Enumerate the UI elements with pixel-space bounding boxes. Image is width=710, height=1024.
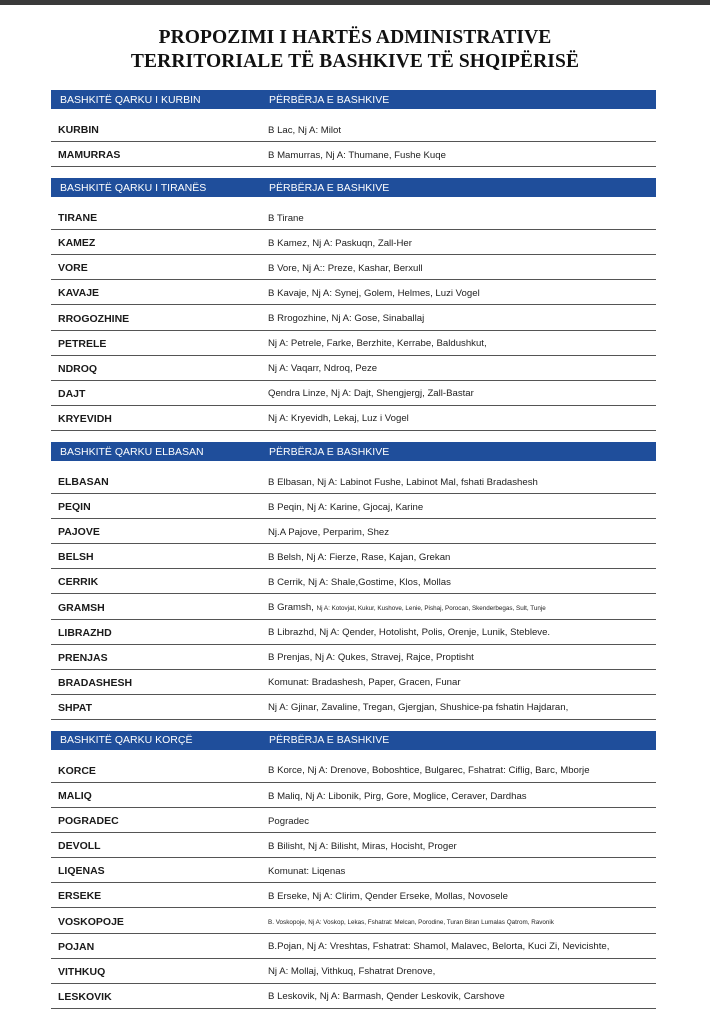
- composition-text: B.Pojan, Nj A: Vreshtas, Fshatrat: Shamol, Malavec, Belorta, Kuci Zi, Nevicishte,: [268, 941, 610, 953]
- composition-text: Nj.A Pajove, Perparim, Shez: [268, 526, 390, 538]
- municipalities-table: [51, 90, 656, 1011]
- municipality-name: CERRIK: [58, 576, 99, 589]
- section-header: [51, 731, 656, 750]
- composition-text: B Kavaje, Nj A: Synej, Golem, Helmes, Luzi Vogel: [268, 287, 480, 299]
- table-row: [51, 144, 656, 167]
- municipality-name: PEQIN: [58, 501, 91, 514]
- municipality-composition: [261, 552, 450, 563]
- municipality-name: BRADASHESH: [58, 676, 133, 689]
- composition-text: Nj A: Petrele, Farke, Berzhite, Kerrabe, Baldushkut,: [268, 338, 487, 350]
- municipality-composition: [261, 916, 554, 927]
- table-row: [51, 597, 656, 620]
- municipality-composition: [261, 602, 546, 613]
- municipality-composition: [261, 150, 446, 161]
- composition-text: B Maliq, Nj A: Libonik, Pirg, Gore, Moglice, Ceraver, Dardhas: [268, 790, 527, 802]
- municipality-composition: [261, 338, 487, 349]
- municipality-composition: [261, 238, 412, 249]
- composition-text: B Leskovik, Nj A: Barmash, Qender Leskovik, Carshove: [268, 991, 505, 1003]
- municipality-name: LIBRAZHD: [58, 626, 112, 639]
- table-row: [51, 308, 656, 331]
- title-line-2: TERRITORIALE TË BASHKIVE TË SHQIPËRISË: [130, 51, 580, 72]
- table-row: [51, 697, 656, 720]
- municipality-name: MAMURRAS: [58, 149, 121, 162]
- table-row: [51, 961, 656, 984]
- table-row: [51, 282, 656, 305]
- municipality-composition: [261, 765, 590, 776]
- composition-text: Nj A: Mollaj, Vithkuq, Fshatrat Drenove,: [268, 966, 436, 978]
- municipality-composition: [261, 652, 474, 663]
- composition-text: Nj A: Vaqarr, Ndroq, Peze: [268, 363, 378, 375]
- municipality-name: ERSEKE: [58, 890, 102, 903]
- section: [51, 178, 656, 431]
- table-row: [51, 785, 656, 808]
- municipality-name: VORE: [58, 262, 88, 275]
- section-title: BASHKITË QARKU KORÇË: [60, 734, 193, 747]
- municipality-composition: [261, 891, 508, 902]
- municipality-name: PRENJAS: [58, 651, 108, 664]
- section-title: BASHKITË QARKU I KURBIN: [60, 93, 201, 106]
- municipality-name: POGRADEC: [58, 815, 119, 828]
- composition-text: B Bilisht, Nj A: Bilisht, Miras, Hocisht, Proger: [268, 840, 457, 852]
- municipality-composition: [261, 991, 505, 1002]
- municipality-composition: [261, 363, 377, 374]
- composition-text: B Librazhd, Nj A: Qender, Hotolisht, Polis, Orenje, Lunik, Stebleve.: [268, 627, 551, 639]
- municipality-composition: [261, 941, 609, 952]
- section-header: [51, 90, 656, 109]
- municipality-composition: [261, 125, 341, 136]
- composition-text: B Erseke, Nj A: Clirim, Qender Erseke, Mollas, Novosele: [268, 890, 508, 902]
- table-row: [51, 571, 656, 594]
- table-row: [51, 885, 656, 908]
- top-bar: [0, 0, 710, 5]
- municipality-name: VITHKUQ: [58, 965, 106, 978]
- municipality-composition: [261, 966, 435, 977]
- municipality-composition: [261, 288, 480, 299]
- municipality-name: NDROQ: [58, 362, 98, 375]
- municipality-name: DAJT: [58, 387, 86, 400]
- municipality-composition: [261, 677, 461, 688]
- section: [51, 442, 656, 720]
- municipality-composition: [261, 502, 423, 513]
- composition-text: Qendra Linze, Nj A: Dajt, Shengjergj, Zall-Bastar: [268, 388, 474, 400]
- municipality-name: POJAN: [58, 940, 95, 953]
- table-row: [51, 496, 656, 519]
- municipality-name: KAVAJE: [58, 287, 100, 300]
- composition-text: Nj A: Kryevidh, Lekaj, Luz i Vogel: [268, 413, 409, 425]
- municipality-name: SHPAT: [58, 701, 93, 714]
- composition-text: B Peqin, Nj A: Karine, Gjocaj, Karine: [268, 501, 424, 513]
- table-row: [51, 333, 656, 356]
- composition-text: B Cerrik, Nj A: Shale,Gostime, Klos, Mollas: [268, 576, 451, 588]
- table-row: [51, 622, 656, 645]
- composition-text: B Belsh, Nj A: Fierze, Rase, Kajan, Grekan: [268, 551, 451, 563]
- municipality-composition: [261, 413, 409, 424]
- composition-text: B Korce, Nj A: Drenove, Boboshtice, Bulgarec, Fshatrat: Ciflig, Barc, Mborje: [268, 765, 590, 777]
- municipality-name: ELBASAN: [58, 476, 109, 489]
- composition-text: B Elbasan, Nj A: Labinot Fushe, Labinot Mal, fshati Bradashesh: [268, 476, 538, 488]
- table-row: [51, 860, 656, 883]
- composition-column-header: PËRBËRJA E BASHKIVE: [269, 181, 390, 194]
- composition-column-header: PËRBËRJA E BASHKIVE: [269, 445, 390, 458]
- municipality-name: LESKOVIK: [58, 990, 112, 1003]
- table-row: [51, 358, 656, 381]
- composition-text: Komunat: Bradashesh, Paper, Gracen, Funar: [268, 677, 461, 689]
- section-gap: [51, 433, 656, 442]
- table-row: [51, 647, 656, 670]
- table-row: [51, 546, 656, 569]
- composition-text: B Rrogozhine, Nj A: Gose, Sinaballaj: [268, 313, 425, 325]
- municipality-composition: [261, 866, 345, 877]
- municipality-name: PETRELE: [58, 337, 107, 350]
- municipality-composition: [261, 841, 457, 852]
- municipality-name: KRYEVIDH: [58, 412, 112, 425]
- table-row: [51, 521, 656, 544]
- table-row: [51, 986, 656, 1009]
- municipality-composition: [261, 791, 527, 802]
- table-row: [51, 911, 656, 934]
- composition-text: B Tirane: [268, 212, 304, 224]
- composition-text: Komunat: Liqenas: [268, 865, 346, 877]
- municipality-composition: [261, 627, 550, 638]
- table-row: [51, 232, 656, 255]
- municipality-name: KURBIN: [58, 124, 99, 136]
- municipality-composition: [261, 213, 304, 224]
- composition-text: B Vore, Nj A:: Preze, Kashar, Berxull: [268, 262, 423, 274]
- section-title: BASHKITË QARKU I TIRANËS: [60, 181, 207, 194]
- municipality-name: KAMEZ: [58, 237, 96, 250]
- table-row: [51, 408, 656, 431]
- composition-text: B Lac, Nj A: Milot: [268, 124, 342, 136]
- table-row: [51, 471, 656, 494]
- municipality-composition: [261, 577, 451, 588]
- section-header: [51, 442, 656, 461]
- municipality-name: RROGOZHINE: [58, 312, 130, 325]
- municipality-composition: [261, 263, 423, 274]
- municipality-name: KORCE: [58, 764, 96, 777]
- table-row: [51, 207, 656, 230]
- composition-text: B Gramsh,: [268, 602, 314, 613]
- table-row: [51, 760, 656, 783]
- municipality-name: LIQENAS: [58, 865, 105, 878]
- municipality-name: BELSH: [58, 551, 94, 564]
- municipality-name: PAJOVE: [58, 526, 100, 539]
- table-row: [51, 119, 656, 142]
- municipality-composition: [261, 702, 568, 713]
- section-gap: [51, 169, 656, 178]
- table-row: [51, 257, 656, 280]
- title-line-1: PROPOZIMI I HARTËS ADMINISTRATIVE: [158, 27, 552, 48]
- municipality-name: VOSKOPOJE: [58, 915, 124, 928]
- composition-text-small: Nj A: Kotovjat, Kukur, Kushove, Lenie, Pishaj, Porocan, Skenderbegas, Sult, Tunje: [316, 605, 546, 612]
- table-row: [51, 810, 656, 833]
- municipality-composition: [261, 477, 538, 488]
- section-title: BASHKITË QARKU ELBASAN: [60, 445, 204, 458]
- municipality-name: TIRANE: [58, 212, 98, 225]
- municipality-name: GRAMSH: [58, 601, 105, 614]
- municipality-composition: [261, 388, 474, 399]
- section-header: [51, 178, 656, 197]
- table-row: [51, 936, 656, 959]
- composition-column-header: PËRBËRJA E BASHKIVE: [269, 93, 390, 106]
- composition-text: B Kamez, Nj A: Paskuqn, Zall-Her: [268, 237, 412, 249]
- composition-text: B Mamurras, Nj A: Thumane, Fushe Kuqe: [268, 149, 446, 161]
- municipality-composition: [261, 313, 424, 324]
- municipality-name: MALIQ: [58, 790, 92, 803]
- section: [51, 90, 656, 167]
- section: [51, 731, 656, 1009]
- composition-text: Nj A: Gjinar, Zavaline, Tregan, Gjergjan, Shushice-pa fshatin Hajdaran,: [268, 702, 569, 714]
- composition-text: B Prenjas, Nj A: Qukes, Stravej, Rajce, Proptisht: [268, 652, 474, 664]
- table-row: [51, 672, 656, 695]
- section-gap: [51, 722, 656, 731]
- municipality-composition: [261, 816, 309, 827]
- table-row: [51, 835, 656, 858]
- composition-text: Pogradec: [268, 815, 310, 827]
- composition-text-small: B. Voskopoje, Nj A: Voskop, Lekas, Fshatrat: Melcan, Porodine, Turan Biran Lumalas Qatrom, Ravonik: [268, 919, 554, 927]
- composition-column-header: PËRBËRJA E BASHKIVE: [269, 734, 390, 747]
- page-title: [0, 26, 710, 74]
- municipality-name: DEVOLL: [58, 840, 101, 853]
- municipality-composition: [261, 527, 389, 538]
- table-row: [51, 383, 656, 406]
